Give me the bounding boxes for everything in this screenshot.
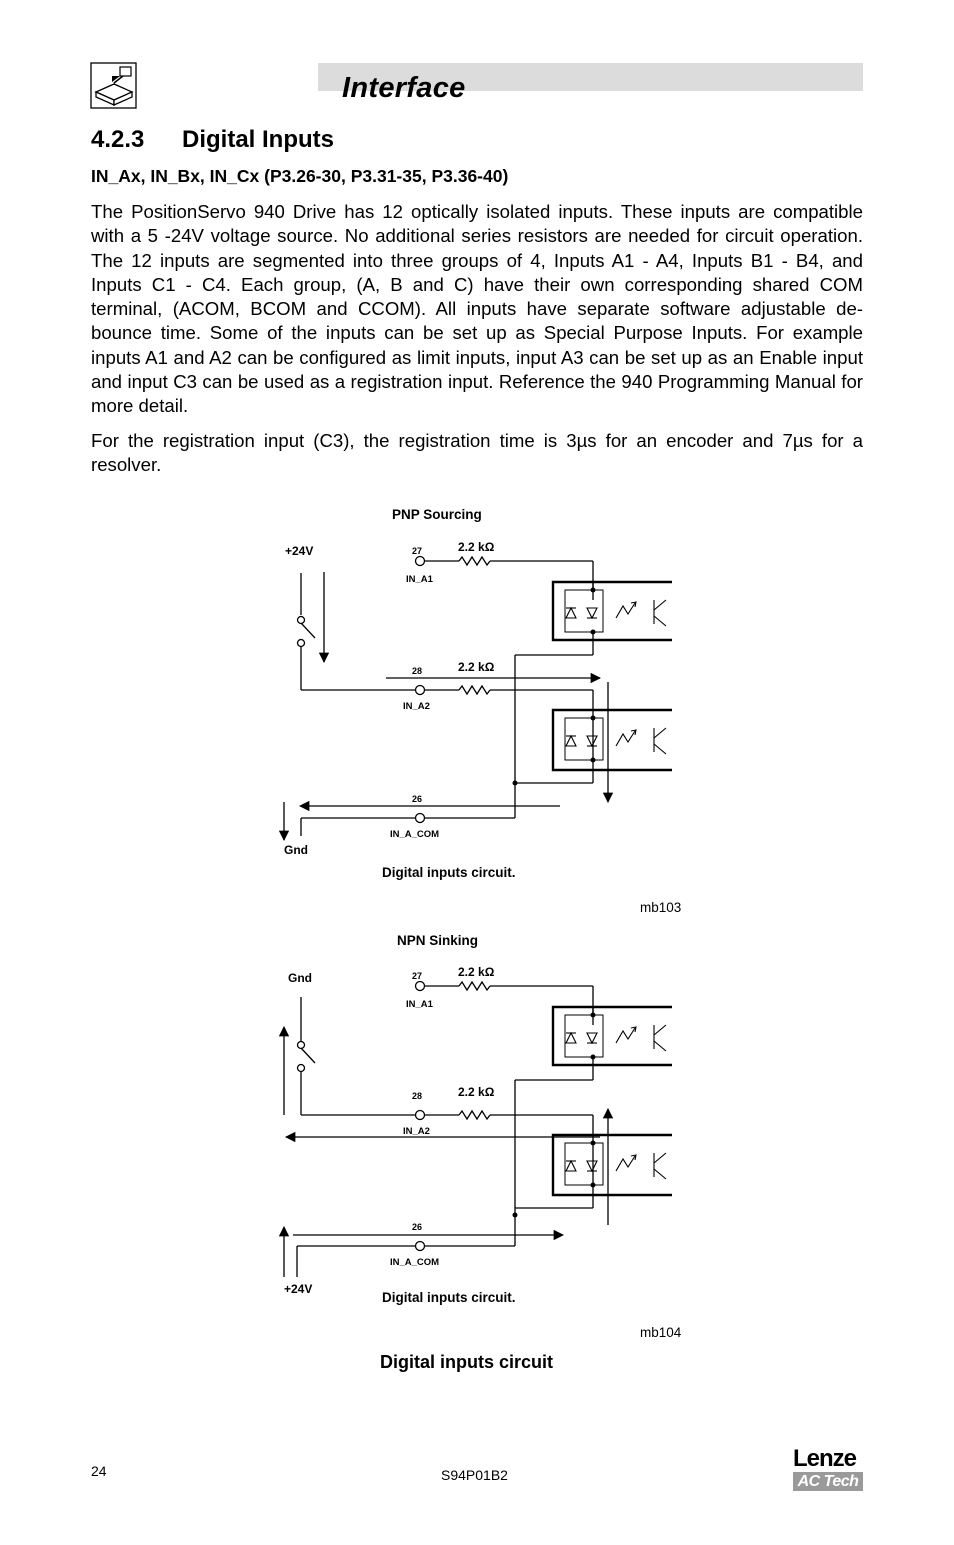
- parameter-subheading: IN_Ax, IN_Bx, IN_Cx (P3.26-30, P3.31-35, P3.36-40): [91, 166, 509, 186]
- interface-icon: [90, 62, 138, 110]
- diagram-title: PNP Sourcing: [392, 507, 482, 522]
- terminal-number: 28: [412, 1091, 423, 1101]
- supply-top-label: Gnd: [288, 971, 312, 985]
- terminal-name: IN_A2: [403, 1126, 430, 1137]
- supply-bottom-label: Gnd: [284, 843, 308, 857]
- resistor-label: 2.2 kΩ: [458, 540, 495, 554]
- terminal-name: IN_A_COM: [390, 1257, 440, 1268]
- optocoupler-symbol: [566, 728, 666, 754]
- diagram-ref: mb103: [640, 900, 682, 915]
- diagram-ref: mb104: [640, 1325, 682, 1340]
- section-heading: [91, 126, 334, 154]
- logo-top-text: Lenze: [793, 1445, 857, 1472]
- resistor-label: 2.2 kΩ: [458, 1085, 495, 1099]
- section-title: Digital Inputs: [182, 126, 334, 153]
- terminal-number: 26: [412, 794, 423, 804]
- supply-bottom-label: +24V: [284, 1282, 313, 1296]
- terminal-number: 27: [412, 971, 423, 981]
- supply-top-label: +24V: [285, 544, 314, 558]
- body-paragraph: For the registration input (C3), the registration time is 3µs for an encoder and 7µs for a resolver.: [91, 430, 863, 476]
- resistor-label: 2.2 kΩ: [458, 660, 495, 674]
- resistor-label: 2.2 kΩ: [458, 965, 495, 979]
- npn-sinking-diagram: [0, 925, 954, 1345]
- header-title: Interface: [342, 72, 466, 104]
- pnp-sourcing-diagram: [0, 500, 954, 920]
- diagram-caption: Digital inputs circuit.: [382, 1290, 516, 1305]
- body-paragraph: The PositionServo 940 Drive has 12 optically isolated inputs. These inputs are compatible with a 5 -24V voltage source. No additional series resistors are needed for circuit operation. The 12 inputs are segmented into three groups of 4, Inputs A1 - A4, Inputs B1 - B4, and Inputs C1 - C4. Each group, (A, B and C) have their own corresponding shared COM terminal, (ACOM, BCOM and CCOM). All inputs have separate software adjustable de-bounce time. Some of the inputs can be set up as Special Purpose Inputs. For example inputs A1 and A2 can be configured as limit inputs, input A3 can be set up as an Enable input and input C3 can be used as a registration input. Reference the 940 Programming Manual for more detail.: [91, 201, 863, 417]
- terminal-number: 28: [412, 666, 423, 676]
- optocoupler-symbol: [566, 600, 666, 626]
- section-number: 4.2.3: [91, 126, 145, 153]
- terminal-number: 27: [412, 546, 423, 556]
- terminal-name: IN_A1: [406, 574, 433, 585]
- figure-caption: Digital inputs circuit: [380, 1352, 554, 1372]
- diagram-caption: Digital inputs circuit.: [382, 865, 516, 880]
- page-number: 24: [91, 1463, 107, 1479]
- terminal-name: IN_A1: [406, 999, 433, 1010]
- terminal-name: IN_A_COM: [390, 829, 440, 840]
- diagram-title: NPN Sinking: [397, 933, 479, 948]
- terminal-number: 26: [412, 1222, 423, 1232]
- lenze-ac-tech-logo: [793, 1446, 865, 1494]
- logo-bottom-text: AC Tech: [793, 1472, 863, 1491]
- document-code: S94P01B2: [441, 1467, 508, 1483]
- optocoupler-symbol: [566, 1153, 666, 1179]
- terminal-name: IN_A2: [403, 701, 430, 712]
- optocoupler-symbol: [566, 1025, 666, 1051]
